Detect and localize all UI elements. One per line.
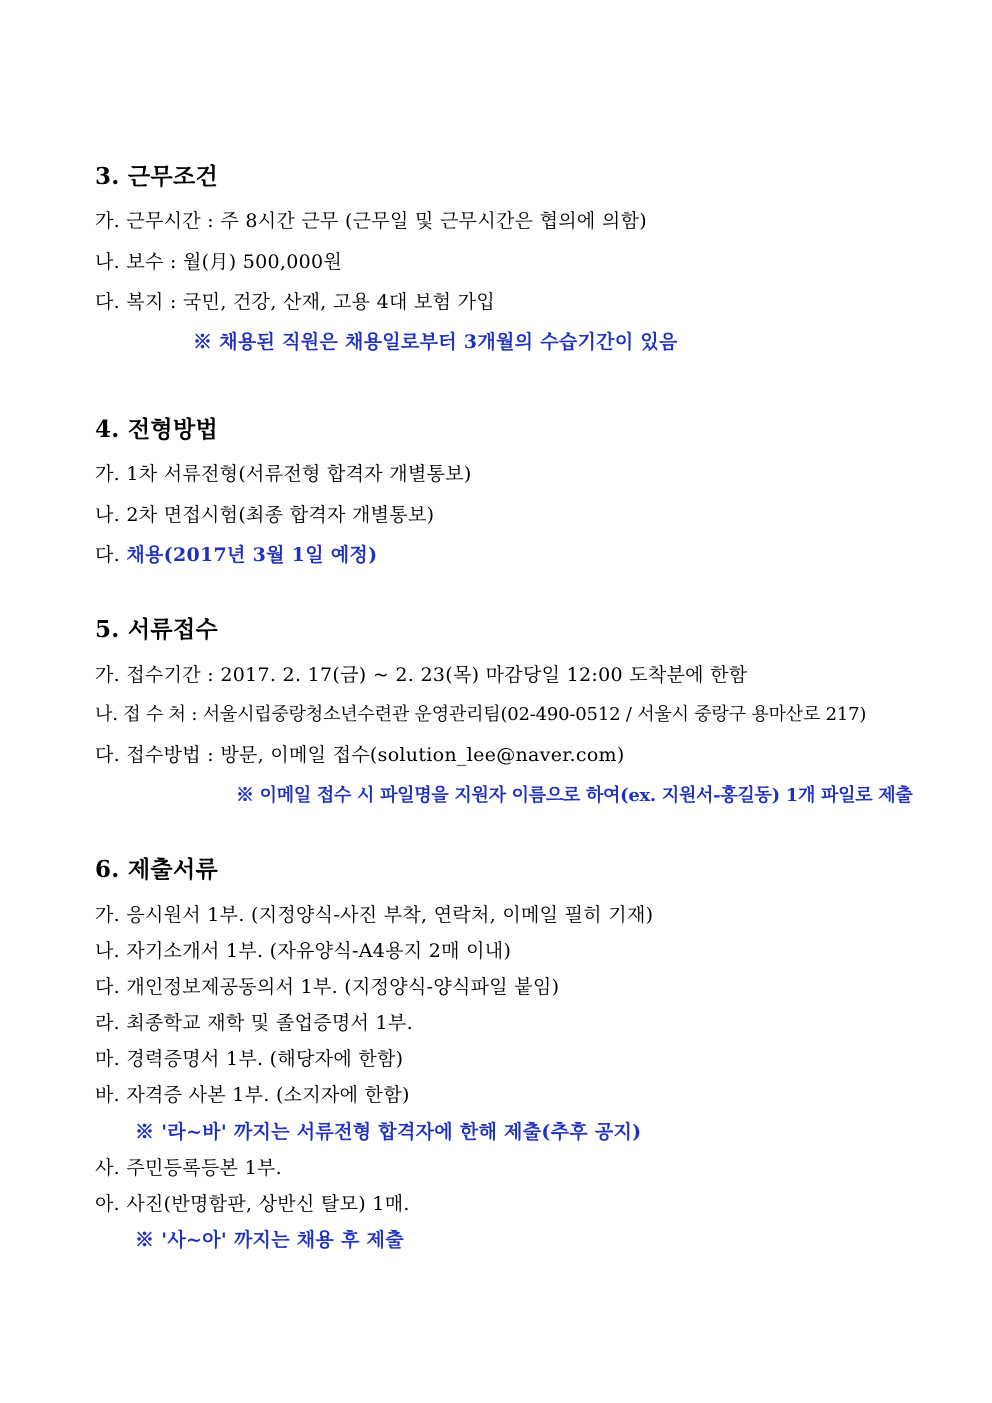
section-6-item-ma: 마. 경력증명서 1부. (해당자에 한함) bbox=[95, 1048, 404, 1070]
section-6-note-2: ※ '사~아' 까지는 채용 후 제출 bbox=[135, 1229, 404, 1251]
section-3-item-da: 다. 복지 : 국민, 건강, 산재, 고용 4대 보험 가입 bbox=[95, 291, 495, 313]
section-4-item-da-prefix: 다. bbox=[95, 544, 127, 566]
section-6-item-ba: 바. 자격증 사본 1부. (소지자에 한함) bbox=[95, 1084, 410, 1106]
section-3-note: ※ 채용된 직원은 채용일로부터 3개월의 수습기간이 있음 bbox=[193, 331, 678, 353]
section-5-item-na: 나. 접 수 처 : 서울시립중랑청소년수련관 운영관리팀(02-490-0512 / 서울시 중랑구 용마산로 217) bbox=[95, 704, 867, 725]
section-4-item-na: 나. 2차 면접시험(최종 합격자 개별통보) bbox=[95, 504, 435, 526]
section-6-item-ra: 라. 최종학교 재학 및 졸업증명서 1부. bbox=[95, 1012, 413, 1034]
section-5-heading: 5. 서류접수 bbox=[95, 616, 218, 643]
section-3-item-na: 나. 보수 : 월(月) 500,000원 bbox=[95, 251, 343, 273]
section-6-item-da: 다. 개인정보제공동의서 1부. (지정양식-양식파일 붙임) bbox=[95, 976, 560, 998]
section-3-heading: 3. 근무조건 bbox=[95, 163, 218, 190]
section-3-item-ga: 가. 근무시간 : 주 8시간 근무 (근무일 및 근무시간은 협의에 의함) bbox=[95, 210, 647, 232]
section-6-heading: 6. 제출서류 bbox=[95, 856, 218, 883]
section-4-item-ga: 가. 1차 서류전형(서류전형 합격자 개별통보) bbox=[95, 463, 472, 485]
section-4-item-da bbox=[95, 543, 377, 567]
section-6-item-ga: 가. 응시원서 1부. (지정양식-사진 부착, 연락처, 이메일 필히 기재) bbox=[95, 904, 654, 926]
section-6-item-a: 아. 사진(반명함판, 상반신 탈모) 1매. bbox=[95, 1193, 410, 1215]
section-6-item-na: 나. 자기소개서 1부. (자유양식-A4용지 2매 이내) bbox=[95, 940, 512, 962]
section-5-item-ga: 가. 접수기간 : 2017. 2. 17(금) ~ 2. 23(목) 마감당일 12:00 도착분에 한함 bbox=[95, 664, 748, 686]
section-4-heading: 4. 전형방법 bbox=[95, 416, 218, 443]
section-4-item-da-emphasis: 채용(2017년 3월 1일 예정) bbox=[126, 544, 378, 566]
section-5-note: ※ 이메일 접수 시 파일명을 지원자 이름으로 하여(ex. 지원서-홍길동) 1개 파일로 제출 bbox=[236, 785, 913, 806]
section-5-item-da: 다. 접수방법 : 방문, 이메일 접수(solution_lee@naver.com) bbox=[95, 744, 625, 766]
section-6-item-sa: 사. 주민등록등본 1부. bbox=[95, 1157, 282, 1179]
section-6-note-1: ※ '라~바' 까지는 서류전형 합격자에 한해 제출(추후 공지) bbox=[135, 1121, 642, 1143]
